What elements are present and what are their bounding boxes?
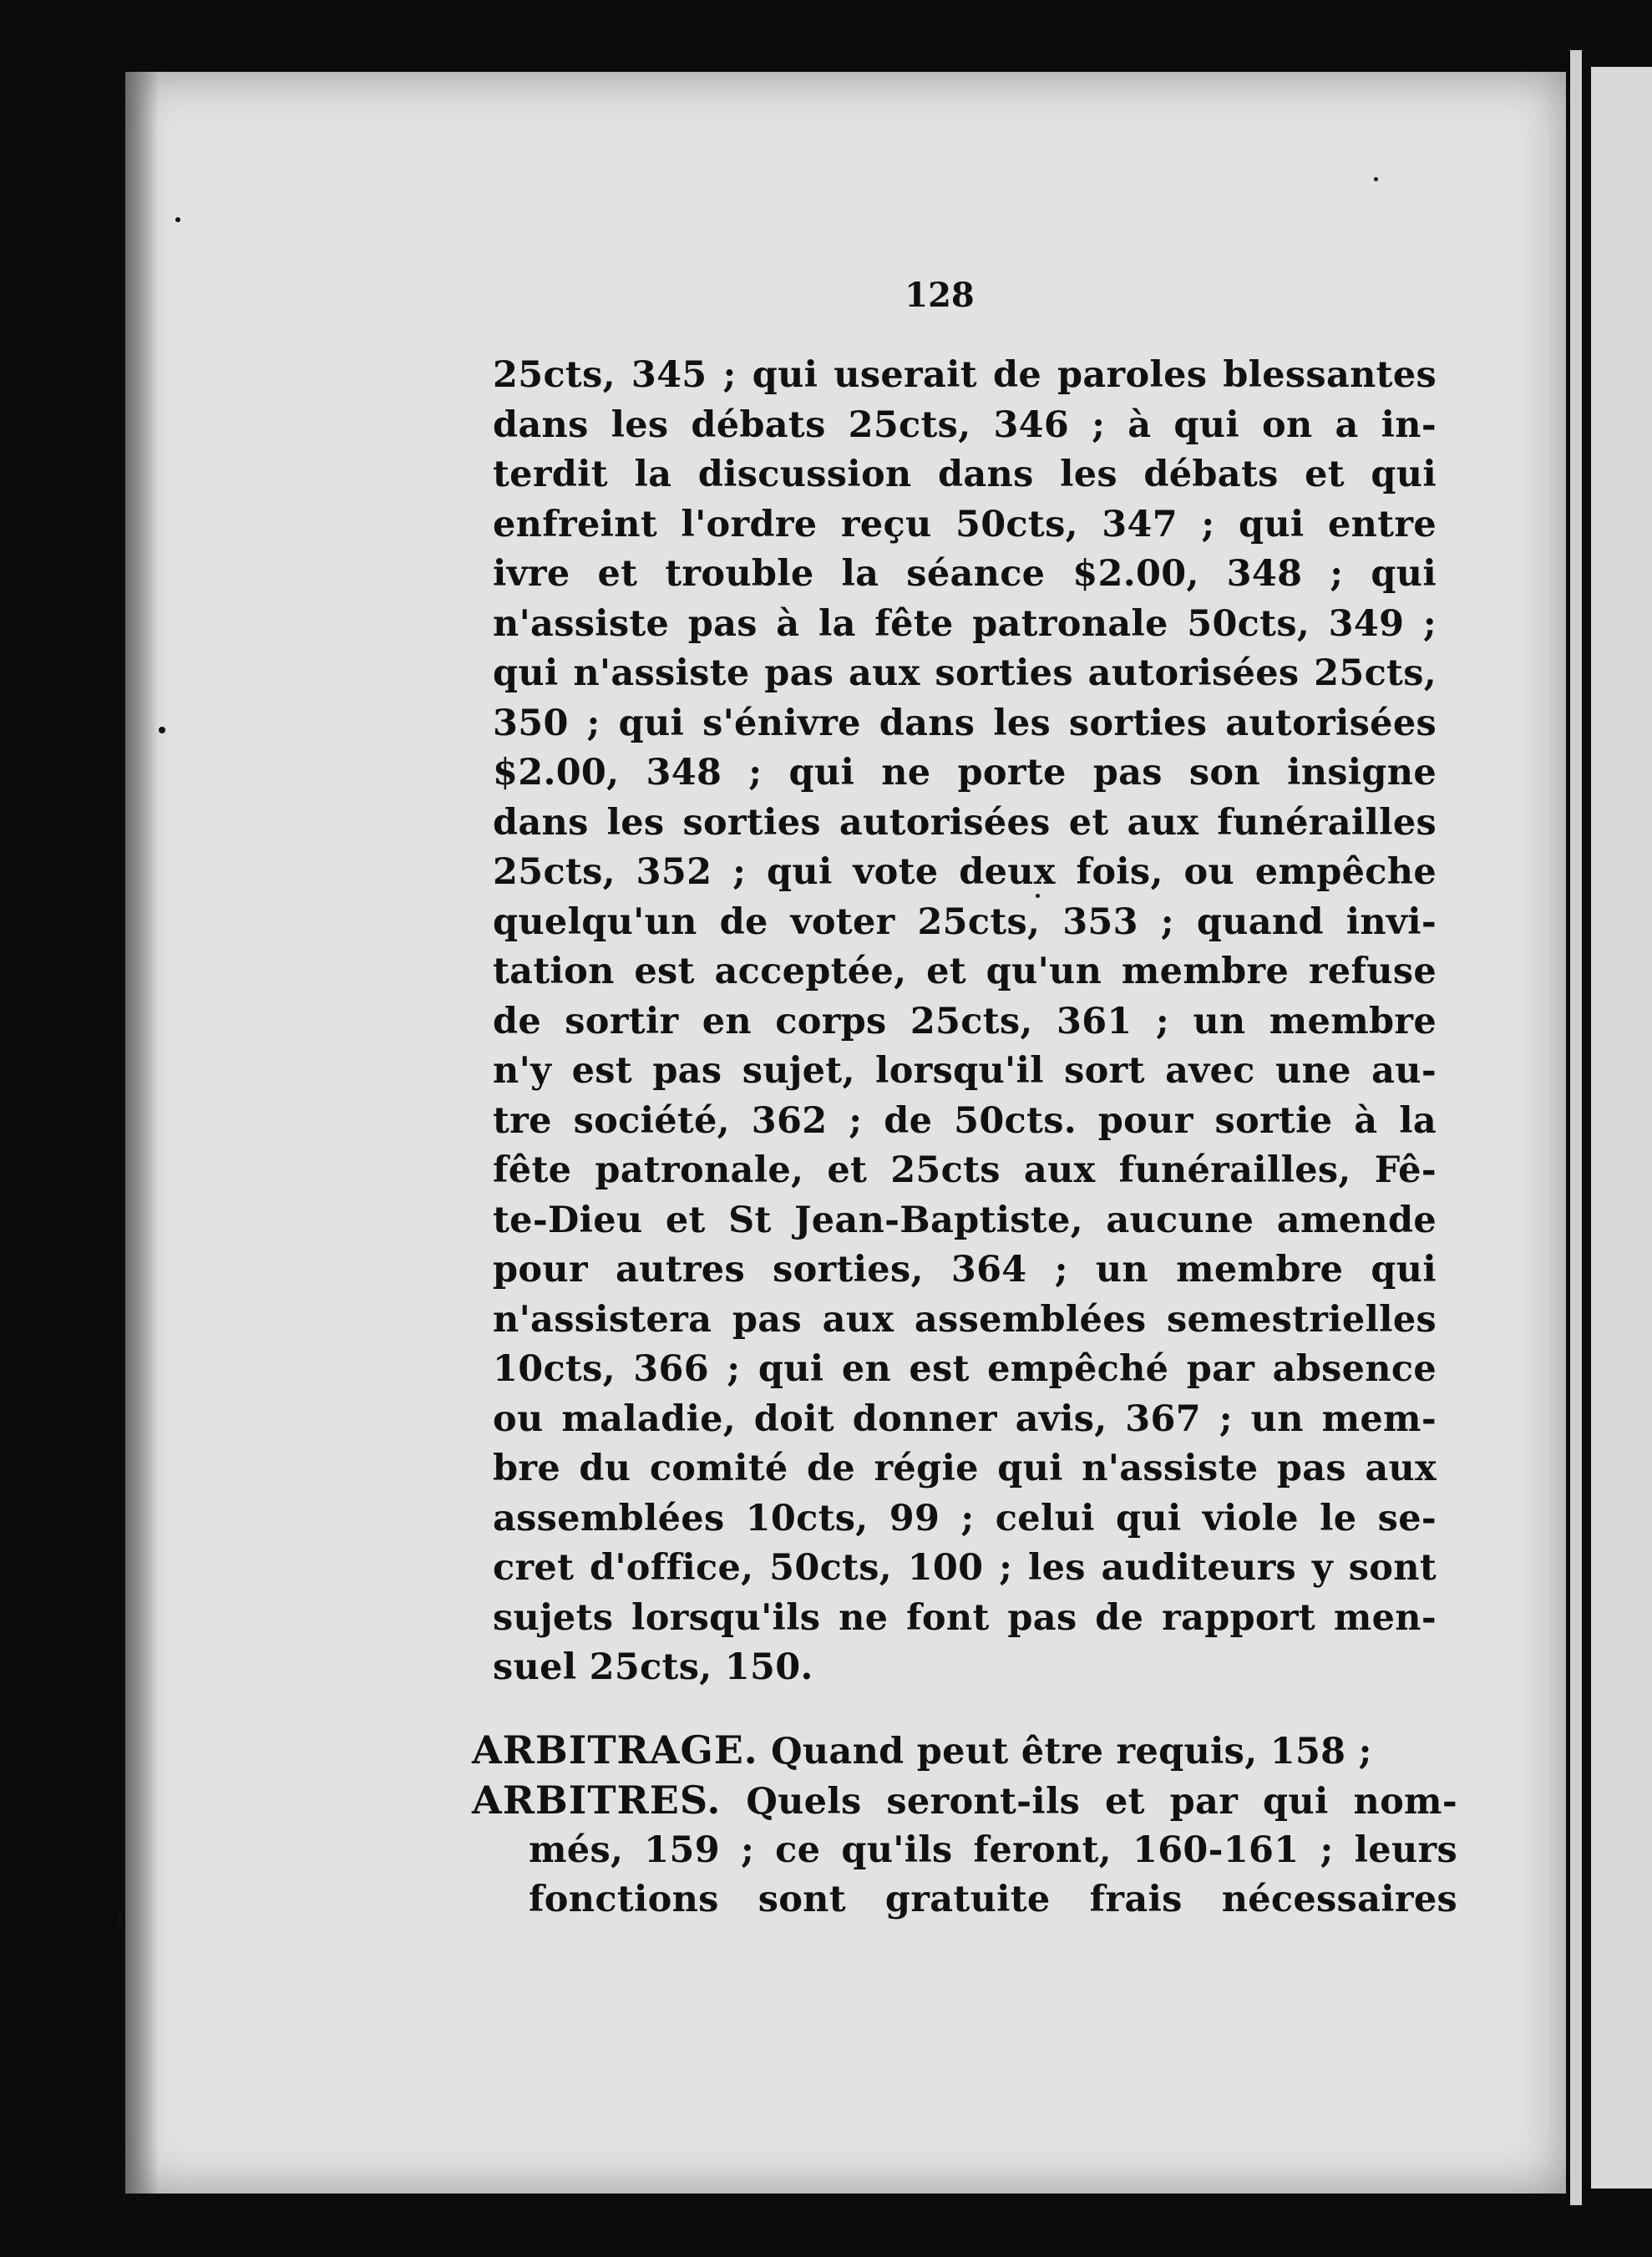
text-line: bre du comité de régie qui n'assiste pas aux xyxy=(493,1448,1437,1489)
text-line: tre société, 362 ; de 50cts. pour sortie à la xyxy=(493,1099,1437,1142)
text-line: qui n'assiste pas aux sorties autorisées 25cts, xyxy=(493,652,1437,694)
text-line: més, 159 ; ce qu'ils feront, 160-161 ; leurs xyxy=(529,1828,1457,1871)
next-page-edge xyxy=(1591,67,1652,2189)
entry-arbitres xyxy=(472,1776,1457,1925)
text-line: n'assistera pas aux assemblées semestrielles xyxy=(493,1298,1437,1341)
text-line: $2.00, 348 ; qui ne porte pas son insigne xyxy=(493,752,1437,794)
scan-speck xyxy=(1374,177,1378,181)
text-line: dans les débats 25cts, 346 ; à qui on a in- xyxy=(493,403,1437,446)
text-line: assemblées 10cts, 99 ; celui qui viole le se- xyxy=(493,1497,1437,1539)
text-line: n'y est pas sujet, lorsqu'il sort avec une au- xyxy=(493,1050,1437,1092)
entry-first-line xyxy=(472,1726,1457,1776)
text-line: 10cts, 366 ; qui en est empêché par absence xyxy=(493,1348,1437,1390)
text-line: terdit la discussion dans les débats et qui xyxy=(493,454,1437,495)
text-line: de sortir en corps 25cts, 361 ; un membre xyxy=(493,1000,1437,1042)
text-line: sujets lorsqu'ils ne font pas de rapport men- xyxy=(493,1596,1437,1639)
text-line: quelqu'un de voter 25cts, 353 ; quand invi- xyxy=(493,900,1437,943)
entry-arbitrage xyxy=(472,1726,1457,1776)
page-binding-shadow xyxy=(125,72,159,2194)
page-number: 128 xyxy=(905,276,975,315)
text-line: fonctions sont gratuite frais nécessaires xyxy=(529,1879,1457,1920)
text-line: n'assiste pas à la fête patronale 50cts, 349 ; xyxy=(493,602,1437,645)
text-line: ou maladie, doit donner avis, 367 ; un mem- xyxy=(493,1397,1437,1440)
text-line: suel 25cts, 150. xyxy=(493,1646,813,1688)
continued-entry xyxy=(493,351,1437,1693)
scan-speck xyxy=(1036,894,1040,898)
text-line: tation est acceptée, et qu'un membre refuse xyxy=(493,951,1437,992)
entry-headword: ARBITRAGE. xyxy=(472,1727,758,1773)
text-line: 25cts, 352 ; qui vote deux fois, ou empêche xyxy=(493,851,1437,893)
scan-speck xyxy=(159,727,165,733)
text-line: 350 ; qui s'énivre dans les sorties autorisées xyxy=(493,702,1437,744)
scan-speck xyxy=(117,1913,122,1925)
text-line: fête patronale, et 25cts aux funérailles, Fê- xyxy=(493,1149,1437,1191)
entry-first-line xyxy=(472,1776,1457,1826)
text-line: ivre et trouble la séance $2.00, 348 ; qui xyxy=(493,553,1437,595)
entry-headword: ARBITRES. xyxy=(472,1778,722,1823)
text-line: 25cts, 345 ; qui userait de paroles blessantes xyxy=(493,354,1437,396)
text-line: te-Dieu et St Jean-Baptiste, aucune amende xyxy=(493,1199,1437,1241)
text-line: enfreint l'ordre reçu 50cts, 347 ; qui entre xyxy=(493,503,1437,545)
text-line: dans les sorties autorisées et aux funérailles xyxy=(493,801,1437,844)
scan-speck xyxy=(175,217,180,222)
entry-text: Quand peut être requis, 158 ; xyxy=(758,1731,1372,1773)
text-line: cret d'office, 50cts, 100 ; les auditeurs y sont xyxy=(493,1547,1437,1589)
text-line: pour autres sorties, 364 ; un membre qui xyxy=(493,1249,1437,1291)
entry-text: Quels seront-ils et par qui nom- xyxy=(721,1781,1457,1823)
page-edge xyxy=(1570,50,1582,2205)
